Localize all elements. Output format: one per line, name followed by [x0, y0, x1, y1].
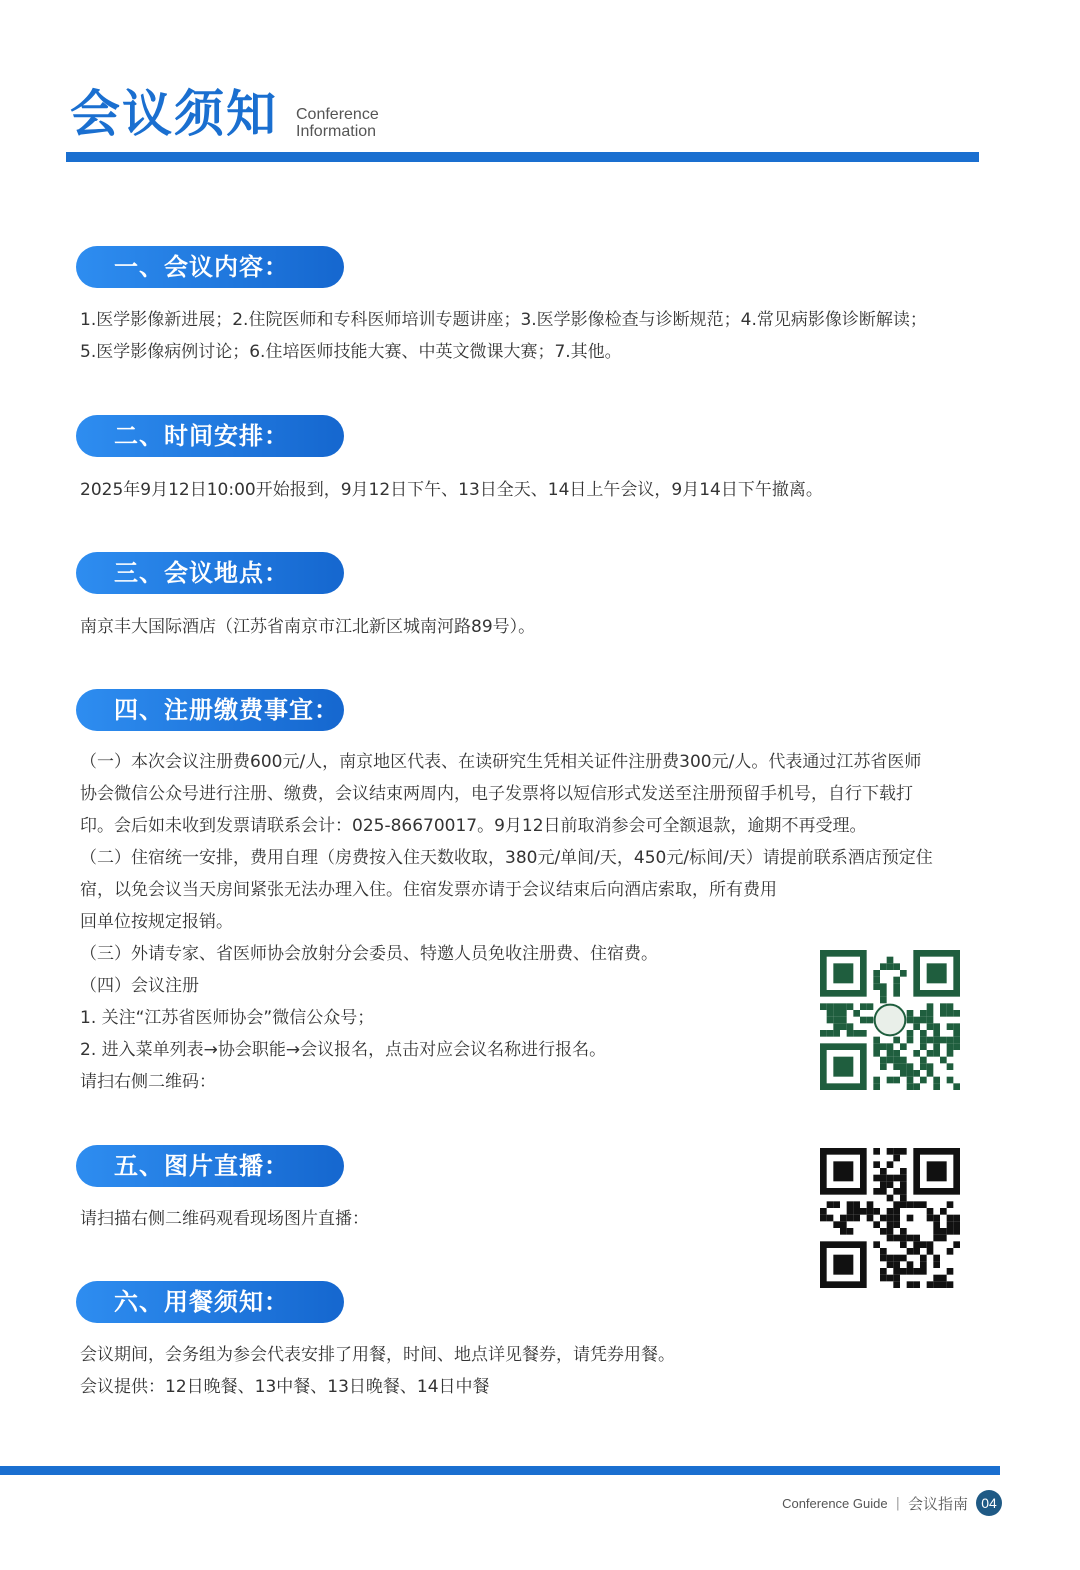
qr-module	[880, 1255, 887, 1262]
text-line: 请扫描右侧二维码观看现场图片直播：	[80, 1209, 369, 1229]
page-subtitle	[296, 106, 379, 140]
qr-module	[927, 1037, 934, 1044]
qr-module	[940, 1235, 947, 1242]
qr-module	[900, 1070, 907, 1077]
qr-module	[953, 1215, 960, 1222]
qr-module	[953, 1037, 960, 1044]
qr-module	[953, 1083, 960, 1090]
qr-module	[900, 1255, 907, 1262]
qr-module	[827, 1030, 834, 1037]
qr-module	[927, 1023, 934, 1030]
qr-module	[887, 1057, 894, 1064]
qr-module	[953, 1221, 960, 1228]
qr-finder	[833, 963, 853, 983]
qr-module	[947, 1201, 954, 1208]
qr-module	[900, 1181, 907, 1188]
qr-module	[887, 1208, 894, 1215]
qr-module	[913, 1268, 920, 1275]
qr-code-icon	[820, 1148, 960, 1288]
qr-module	[907, 1030, 914, 1037]
qr-module	[847, 1228, 854, 1235]
qr-module	[920, 1268, 927, 1275]
qr-module	[893, 1215, 900, 1222]
qr-module	[893, 1148, 900, 1155]
qr-module	[900, 1057, 907, 1064]
qr-module	[880, 963, 887, 970]
qr-module	[920, 1255, 927, 1262]
section-body-dining	[80, 1339, 980, 1403]
qr-module	[933, 1281, 940, 1288]
qr-module	[833, 1201, 840, 1208]
qr-module	[920, 1063, 927, 1070]
text-line: 5.医学影像病例讨论；6.住培医师技能大赛、中英文微课大赛；7.其他。	[80, 342, 622, 362]
qr-module	[840, 1003, 847, 1010]
qr-module	[827, 1003, 834, 1010]
qr-module	[887, 1275, 894, 1282]
qr-module	[893, 1037, 900, 1044]
qr-module	[893, 1268, 900, 1275]
text-line: 印。会后如未收到发票请联系会计：025-86670017。9月12日前取消参会可全额退款，逾期不再受理。	[80, 816, 867, 836]
qr-module	[873, 1077, 880, 1084]
header-divider	[66, 152, 979, 162]
qr-module	[920, 1037, 927, 1044]
text-line: 回单位按规定报销。	[80, 912, 233, 932]
qr-module	[933, 1043, 940, 1050]
qr-module	[907, 1248, 914, 1255]
qr-module	[887, 1050, 894, 1057]
qr-module	[933, 1037, 940, 1044]
qr-module	[880, 1181, 887, 1188]
qr-module	[873, 1050, 880, 1057]
qr-module	[933, 1077, 940, 1084]
qr-module	[893, 1155, 900, 1162]
footer-divider	[0, 1466, 1000, 1475]
qr-module	[840, 1023, 847, 1030]
qr-module	[933, 1083, 940, 1090]
qr-module	[907, 1070, 914, 1077]
qr-module	[933, 1235, 940, 1242]
qr-module	[933, 1255, 940, 1262]
qr-module	[900, 1148, 907, 1155]
qr-module	[880, 1168, 887, 1175]
qr-module	[853, 1215, 860, 1222]
qr-module	[947, 1077, 954, 1084]
qr-module	[840, 1010, 847, 1017]
qr-module	[833, 1010, 840, 1017]
qr-module	[840, 1221, 847, 1228]
text-line: 宿，以免会议当天房间紧张无法办理入住。住宿发票亦请于会议结束后向酒店索取，所有费用	[80, 880, 777, 900]
qr-module	[820, 1215, 827, 1222]
qr-code-icon	[820, 950, 960, 1090]
qr-module	[873, 1241, 880, 1248]
qr-module	[893, 1057, 900, 1064]
qr-module	[920, 1261, 927, 1268]
section-heading-registration: 四、注册缴费事宜：	[76, 689, 344, 731]
qr-module	[873, 1043, 880, 1050]
qr-module	[933, 1023, 940, 1030]
qr-module	[887, 1215, 894, 1222]
qr-module	[947, 1221, 954, 1228]
qr-module	[940, 1003, 947, 1010]
qr-module	[927, 1050, 934, 1057]
qr-module	[873, 1037, 880, 1044]
qr-module	[933, 1215, 940, 1222]
qr-module	[880, 1268, 887, 1275]
qr-module	[887, 1195, 894, 1202]
qr-module	[913, 1050, 920, 1057]
qr-module	[893, 1175, 900, 1182]
qr-module	[840, 1228, 847, 1235]
qr-module	[867, 1215, 874, 1222]
qr-module	[913, 1241, 920, 1248]
qr-module	[887, 1181, 894, 1188]
section-heading-venue: 三、会议地点：	[76, 552, 344, 594]
qr-module	[900, 1188, 907, 1195]
qr-module	[907, 1201, 914, 1208]
qr-module	[887, 1261, 894, 1268]
qr-module	[940, 1037, 947, 1044]
qr-module	[880, 1215, 887, 1222]
qr-module	[907, 1037, 914, 1044]
qr-module	[827, 1201, 834, 1208]
qr-module	[873, 1083, 880, 1090]
qr-module	[953, 1010, 960, 1017]
qr-finder	[833, 1255, 853, 1275]
qr-module	[913, 1017, 920, 1024]
qr-module	[907, 1261, 914, 1268]
qr-module	[913, 1201, 920, 1208]
qr-module	[893, 990, 900, 997]
qr-module	[880, 1228, 887, 1235]
qr-module	[827, 1215, 834, 1222]
qr-module	[900, 1063, 907, 1070]
qr-module	[860, 1208, 867, 1215]
qr-module	[907, 1010, 914, 1017]
qr-module	[873, 1221, 880, 1228]
qr-module	[833, 1023, 840, 1030]
qr-module	[847, 1208, 854, 1215]
qr-module	[920, 1057, 927, 1064]
text-line: 南京丰大国际酒店（江苏省南京市江北新区城南河路89号）。	[80, 617, 536, 637]
qr-module	[873, 1175, 880, 1182]
qr-module	[947, 1228, 954, 1235]
qr-module	[907, 1083, 914, 1090]
text-line: （四）会议注册	[80, 976, 199, 996]
qr-module	[920, 1017, 927, 1024]
qr-module	[893, 1275, 900, 1282]
qr-module	[860, 1017, 867, 1024]
qr-module	[867, 1201, 874, 1208]
page-footer	[782, 1490, 1002, 1516]
qr-module	[893, 1063, 900, 1070]
qr-module	[893, 1255, 900, 1262]
qr-module	[880, 1248, 887, 1255]
qr-module	[933, 1275, 940, 1282]
text-line: （一）本次会议注册费600元/人，南京地区代表、在读研究生凭相关证件注册费300元/人。代表通过江苏省医师	[80, 752, 922, 772]
qr-module	[880, 1063, 887, 1070]
qr-module	[927, 1281, 934, 1288]
qr-module	[920, 1201, 927, 1208]
qr-module	[880, 1057, 887, 1064]
qr-module	[833, 1017, 840, 1024]
text-line: （二）住宿统一安排，费用自理（房费按入住天数收取，380元/单间/天，450元/标间/天）请提前联系酒店预定住	[80, 848, 933, 868]
section-body-content	[80, 304, 980, 368]
qr-module	[833, 1003, 840, 1010]
qr-module	[900, 970, 907, 977]
qr-module	[947, 1003, 954, 1010]
qr-module	[947, 1043, 954, 1050]
subtitle-line-1: Conference	[296, 106, 379, 123]
qr-module	[940, 1057, 947, 1064]
qr-module	[887, 1077, 894, 1084]
qr-finder	[927, 963, 947, 983]
qr-module	[927, 1215, 934, 1222]
text-line: 会议期间，会务组为参会代表安排了用餐，时间、地点详见餐券，请凭券用餐。	[80, 1345, 675, 1365]
qr-module	[820, 1030, 827, 1037]
qr-module	[953, 1023, 960, 1030]
qr-module	[913, 1070, 920, 1077]
qr-module	[853, 1201, 860, 1208]
text-line: 协会微信公众号进行注册、缴费，会议结束两周内，电子发票将以短信形式发送至注册预留手机号，自行下载打	[80, 784, 913, 804]
qr-module	[887, 1175, 894, 1182]
qr-module	[940, 1228, 947, 1235]
qr-module	[913, 1023, 920, 1030]
qr-module	[900, 1175, 907, 1182]
qr-module	[880, 1175, 887, 1182]
qr-module	[867, 1003, 874, 1010]
qr-module	[820, 1003, 827, 1010]
qr-module	[907, 1235, 914, 1242]
qr-module	[833, 1221, 840, 1228]
qr-module	[867, 1017, 874, 1024]
qr-module	[847, 1030, 854, 1037]
qr-module	[927, 1017, 934, 1024]
qr-logo	[875, 1005, 906, 1036]
qr-module	[947, 1050, 954, 1057]
qr-module	[913, 1248, 920, 1255]
qr-module	[880, 990, 887, 997]
qr-module	[867, 1208, 874, 1215]
qr-module	[940, 1010, 947, 1017]
qr-module	[893, 983, 900, 990]
qr-module	[893, 1208, 900, 1215]
qr-module	[927, 1070, 934, 1077]
qr-module	[887, 963, 894, 970]
qr-module	[887, 1043, 894, 1050]
qr-module	[920, 1010, 927, 1017]
qr-module	[933, 1050, 940, 1057]
qr-module	[920, 1077, 927, 1084]
qr-module	[893, 1261, 900, 1268]
subtitle-line-2: Information	[296, 123, 377, 140]
qr-module	[853, 1208, 860, 1215]
qr-module	[947, 1248, 954, 1255]
qr-module	[927, 1208, 934, 1215]
text-line: 1. 关注“江苏省医师协会”微信公众号；	[80, 1008, 375, 1028]
text-line: 2025年9月12日10:00开始报到，9月12日下午、13日全天、14日上午会议，9月14日下午撤离。	[80, 480, 823, 500]
qr-module	[947, 1037, 954, 1044]
qr-module	[900, 1241, 907, 1248]
qr-module	[927, 1063, 934, 1070]
qr-module	[893, 1281, 900, 1288]
section-body-venue	[80, 611, 980, 643]
qr-module	[940, 1281, 947, 1288]
qr-module	[900, 1268, 907, 1275]
qr-module	[947, 1023, 954, 1030]
qr-module	[900, 1235, 907, 1242]
qr-module	[927, 1241, 934, 1248]
qr-module	[907, 1077, 914, 1084]
qr-module	[893, 1050, 900, 1057]
qr-module	[947, 1010, 954, 1017]
qr-module	[873, 983, 880, 990]
qr-module	[933, 1221, 940, 1228]
section-heading-live-photos: 五、图片直播：	[76, 1145, 344, 1187]
qr-module	[900, 1201, 907, 1208]
qr-module	[853, 1010, 860, 1017]
section-heading-schedule: 二、时间安排：	[76, 415, 344, 457]
footer-english-label: Conference Guide	[782, 1495, 888, 1511]
qr-module	[820, 1208, 827, 1215]
qr-module	[833, 1030, 840, 1037]
qr-module	[893, 1201, 900, 1208]
qr-finder	[833, 1161, 853, 1181]
page-title: 会议须知	[70, 85, 278, 143]
qr-module	[907, 1268, 914, 1275]
qr-module	[860, 1030, 867, 1037]
section-heading-dining: 六、用餐须知：	[76, 1281, 344, 1323]
page-number-badge: 04	[976, 1490, 1002, 1516]
qr-module	[953, 1043, 960, 1050]
section-body-schedule	[80, 474, 980, 506]
qr-module	[887, 1148, 894, 1155]
qr-module	[900, 1228, 907, 1235]
qr-module	[920, 1030, 927, 1037]
qr-module	[933, 1030, 940, 1037]
qr-module	[893, 1235, 900, 1242]
qr-module	[913, 1281, 920, 1288]
qr-module	[840, 1215, 847, 1222]
qr-module	[900, 1168, 907, 1175]
qr-module	[880, 1188, 887, 1195]
qr-module	[940, 1208, 947, 1215]
qr-finder	[927, 1161, 947, 1181]
qr-module	[893, 1077, 900, 1084]
text-line: 会议提供：12日晚餐、13中餐、13日晚餐、14日中餐	[80, 1377, 490, 1397]
qr-module	[927, 1003, 934, 1010]
qr-module	[880, 997, 887, 1004]
qr-module	[953, 1228, 960, 1235]
qr-module	[847, 1003, 854, 1010]
qr-module	[887, 1221, 894, 1228]
qr-module	[947, 1268, 954, 1275]
qr-module	[827, 1010, 834, 1017]
qr-module	[913, 1083, 920, 1090]
qr-module	[927, 1010, 934, 1017]
qr-module	[907, 1017, 914, 1024]
qr-module	[853, 1030, 860, 1037]
qr-module	[887, 1255, 894, 1262]
qr-module	[893, 1221, 900, 1228]
qr-module	[933, 1228, 940, 1235]
qr-module	[873, 1161, 880, 1168]
qr-module	[887, 957, 894, 964]
qr-module	[880, 1043, 887, 1050]
qr-module	[880, 983, 887, 990]
text-line: 请扫右侧二维码：	[80, 1072, 216, 1092]
qr-module	[847, 1201, 854, 1208]
qr-module	[927, 1248, 934, 1255]
qr-module	[900, 1043, 907, 1050]
qr-module	[893, 963, 900, 970]
footer-chinese-label: 会议指南	[907, 1494, 968, 1513]
qr-module	[907, 1063, 914, 1070]
qr-module	[933, 1261, 940, 1268]
section-heading-content: 一、会议内容：	[76, 246, 344, 288]
qr-module	[900, 1195, 907, 1202]
qr-module	[873, 1148, 880, 1155]
qr-module	[947, 1281, 954, 1288]
qr-module	[907, 1215, 914, 1222]
qr-module	[893, 977, 900, 984]
text-line: （三）外请专家、省医师协会放射分会委员、特邀人员免收注册费、住宿费。	[80, 944, 658, 964]
qr-module	[860, 1003, 867, 1010]
qr-module	[873, 1188, 880, 1195]
qr-module	[920, 1241, 927, 1248]
qr-module	[953, 1241, 960, 1248]
qr-module	[947, 1215, 954, 1222]
qr-module	[913, 1235, 920, 1242]
qr-module	[880, 1275, 887, 1282]
text-line: 1.医学影像新进展；2.住院医师和专科医师培训专题讲座；3.医学影像检查与诊断规范；4.常见病影像诊断解读；	[80, 310, 927, 330]
qr-module	[893, 1188, 900, 1195]
text-line: 2. 进入菜单列表→协会职能→会议报名，点击对应会议名称进行报名。	[80, 1040, 607, 1060]
qr-module	[907, 1281, 914, 1288]
qr-module	[887, 1235, 894, 1242]
qr-module	[873, 970, 880, 977]
qr-module	[873, 1208, 880, 1215]
qr-module	[847, 1023, 854, 1030]
qr-module	[953, 1030, 960, 1037]
qr-module	[847, 1215, 854, 1222]
qr-finder	[833, 1057, 853, 1077]
qr-module	[887, 1161, 894, 1168]
qr-module	[840, 1017, 847, 1024]
qr-module	[940, 1275, 947, 1282]
qr-module	[873, 977, 880, 984]
qr-module	[887, 1228, 894, 1235]
qr-module	[920, 1043, 927, 1050]
qr-module	[827, 1017, 834, 1024]
qr-module	[947, 1063, 954, 1070]
footer-separator: |	[895, 1495, 900, 1511]
